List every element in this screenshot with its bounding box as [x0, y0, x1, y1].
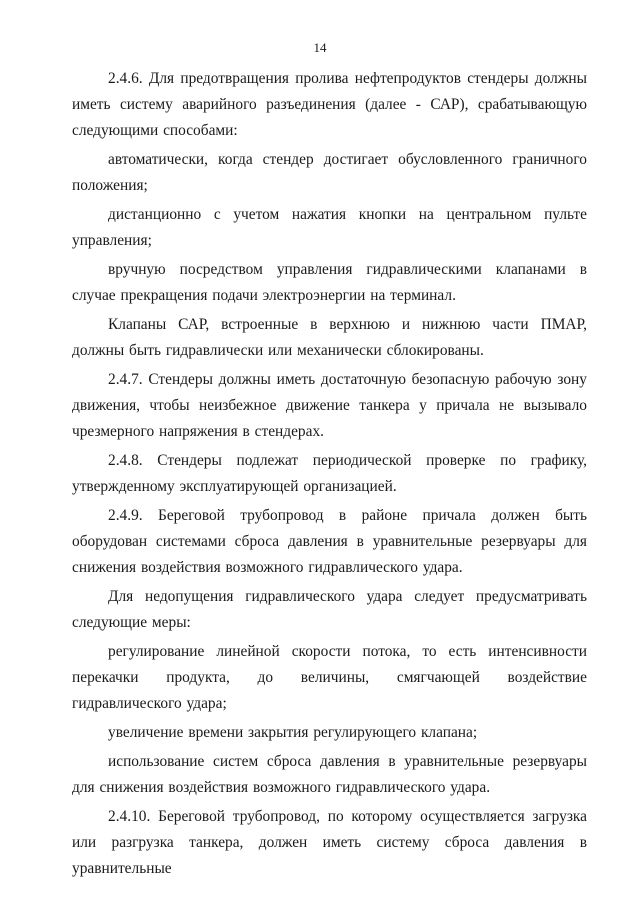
- list-item-manual: вручную посредством управления гидравлическими клапанами в случае прекращения подачи электроэнергии на терминал.: [72, 261, 587, 304]
- list-item-automatic: автоматически, когда стендер достигает обусловленного граничного положения;: [72, 151, 587, 194]
- paragraph-measures-intro: Для недопущения гидравлического удара следует предусматривать следующие меры:: [72, 588, 587, 631]
- page-number: 14: [313, 40, 327, 55]
- paragraph-2-4-7: 2.4.7. Стендеры должны иметь достаточную безопасную рабочую зону движения, чтобы неизбежное движение танкера у причала не вызывало чрезмерного напряжения в стендерах.: [72, 371, 587, 440]
- list-item-remote: дистанционно с учетом нажатия кнопки на центральном пульте управления;: [72, 206, 587, 249]
- paragraph-2-4-10: 2.4.10. Береговой трубопровод, по которому осуществляется загрузка или разгрузка танкера, должен иметь систему сброса давления в уравнительные: [72, 808, 587, 877]
- paragraph-2-4-9: 2.4.9. Береговой трубопровод в районе причала должен быть оборудован системами сброса давления в уравнительные резервуары для снижения воздействия возможного гидравлического удара.: [72, 507, 587, 576]
- paragraph-sar-valves: Клапаны САР, встроенные в верхнюю и нижнюю части ПМАР, должны быть гидравлически или механически сблокированы.: [72, 316, 587, 359]
- paragraph-2-4-8: 2.4.8. Стендеры подлежат периодической проверке по графику, утвержденному эксплуатирующей организацией.: [72, 452, 587, 495]
- list-item-valve-closing-time: увеличение времени закрытия регулирующего клапана;: [108, 724, 478, 741]
- list-item-pressure-relief: использование систем сброса давления в уравнительные резервуары для снижения воздействия возможного гидравлического удара.: [72, 753, 587, 796]
- paragraph-2-4-6: 2.4.6. Для предотвращения пролива нефтепродуктов стендеры должны иметь систему аварийного разъединения (далее - САР), срабатывающую следующими способами:: [72, 70, 587, 139]
- page-body: [72, 66, 587, 885]
- list-item-flow-regulation: регулирование линейной скорости потока, то есть интенсивности перекачки продукта, до величины, смягчающей воздействие гидравлического удара;: [72, 643, 587, 712]
